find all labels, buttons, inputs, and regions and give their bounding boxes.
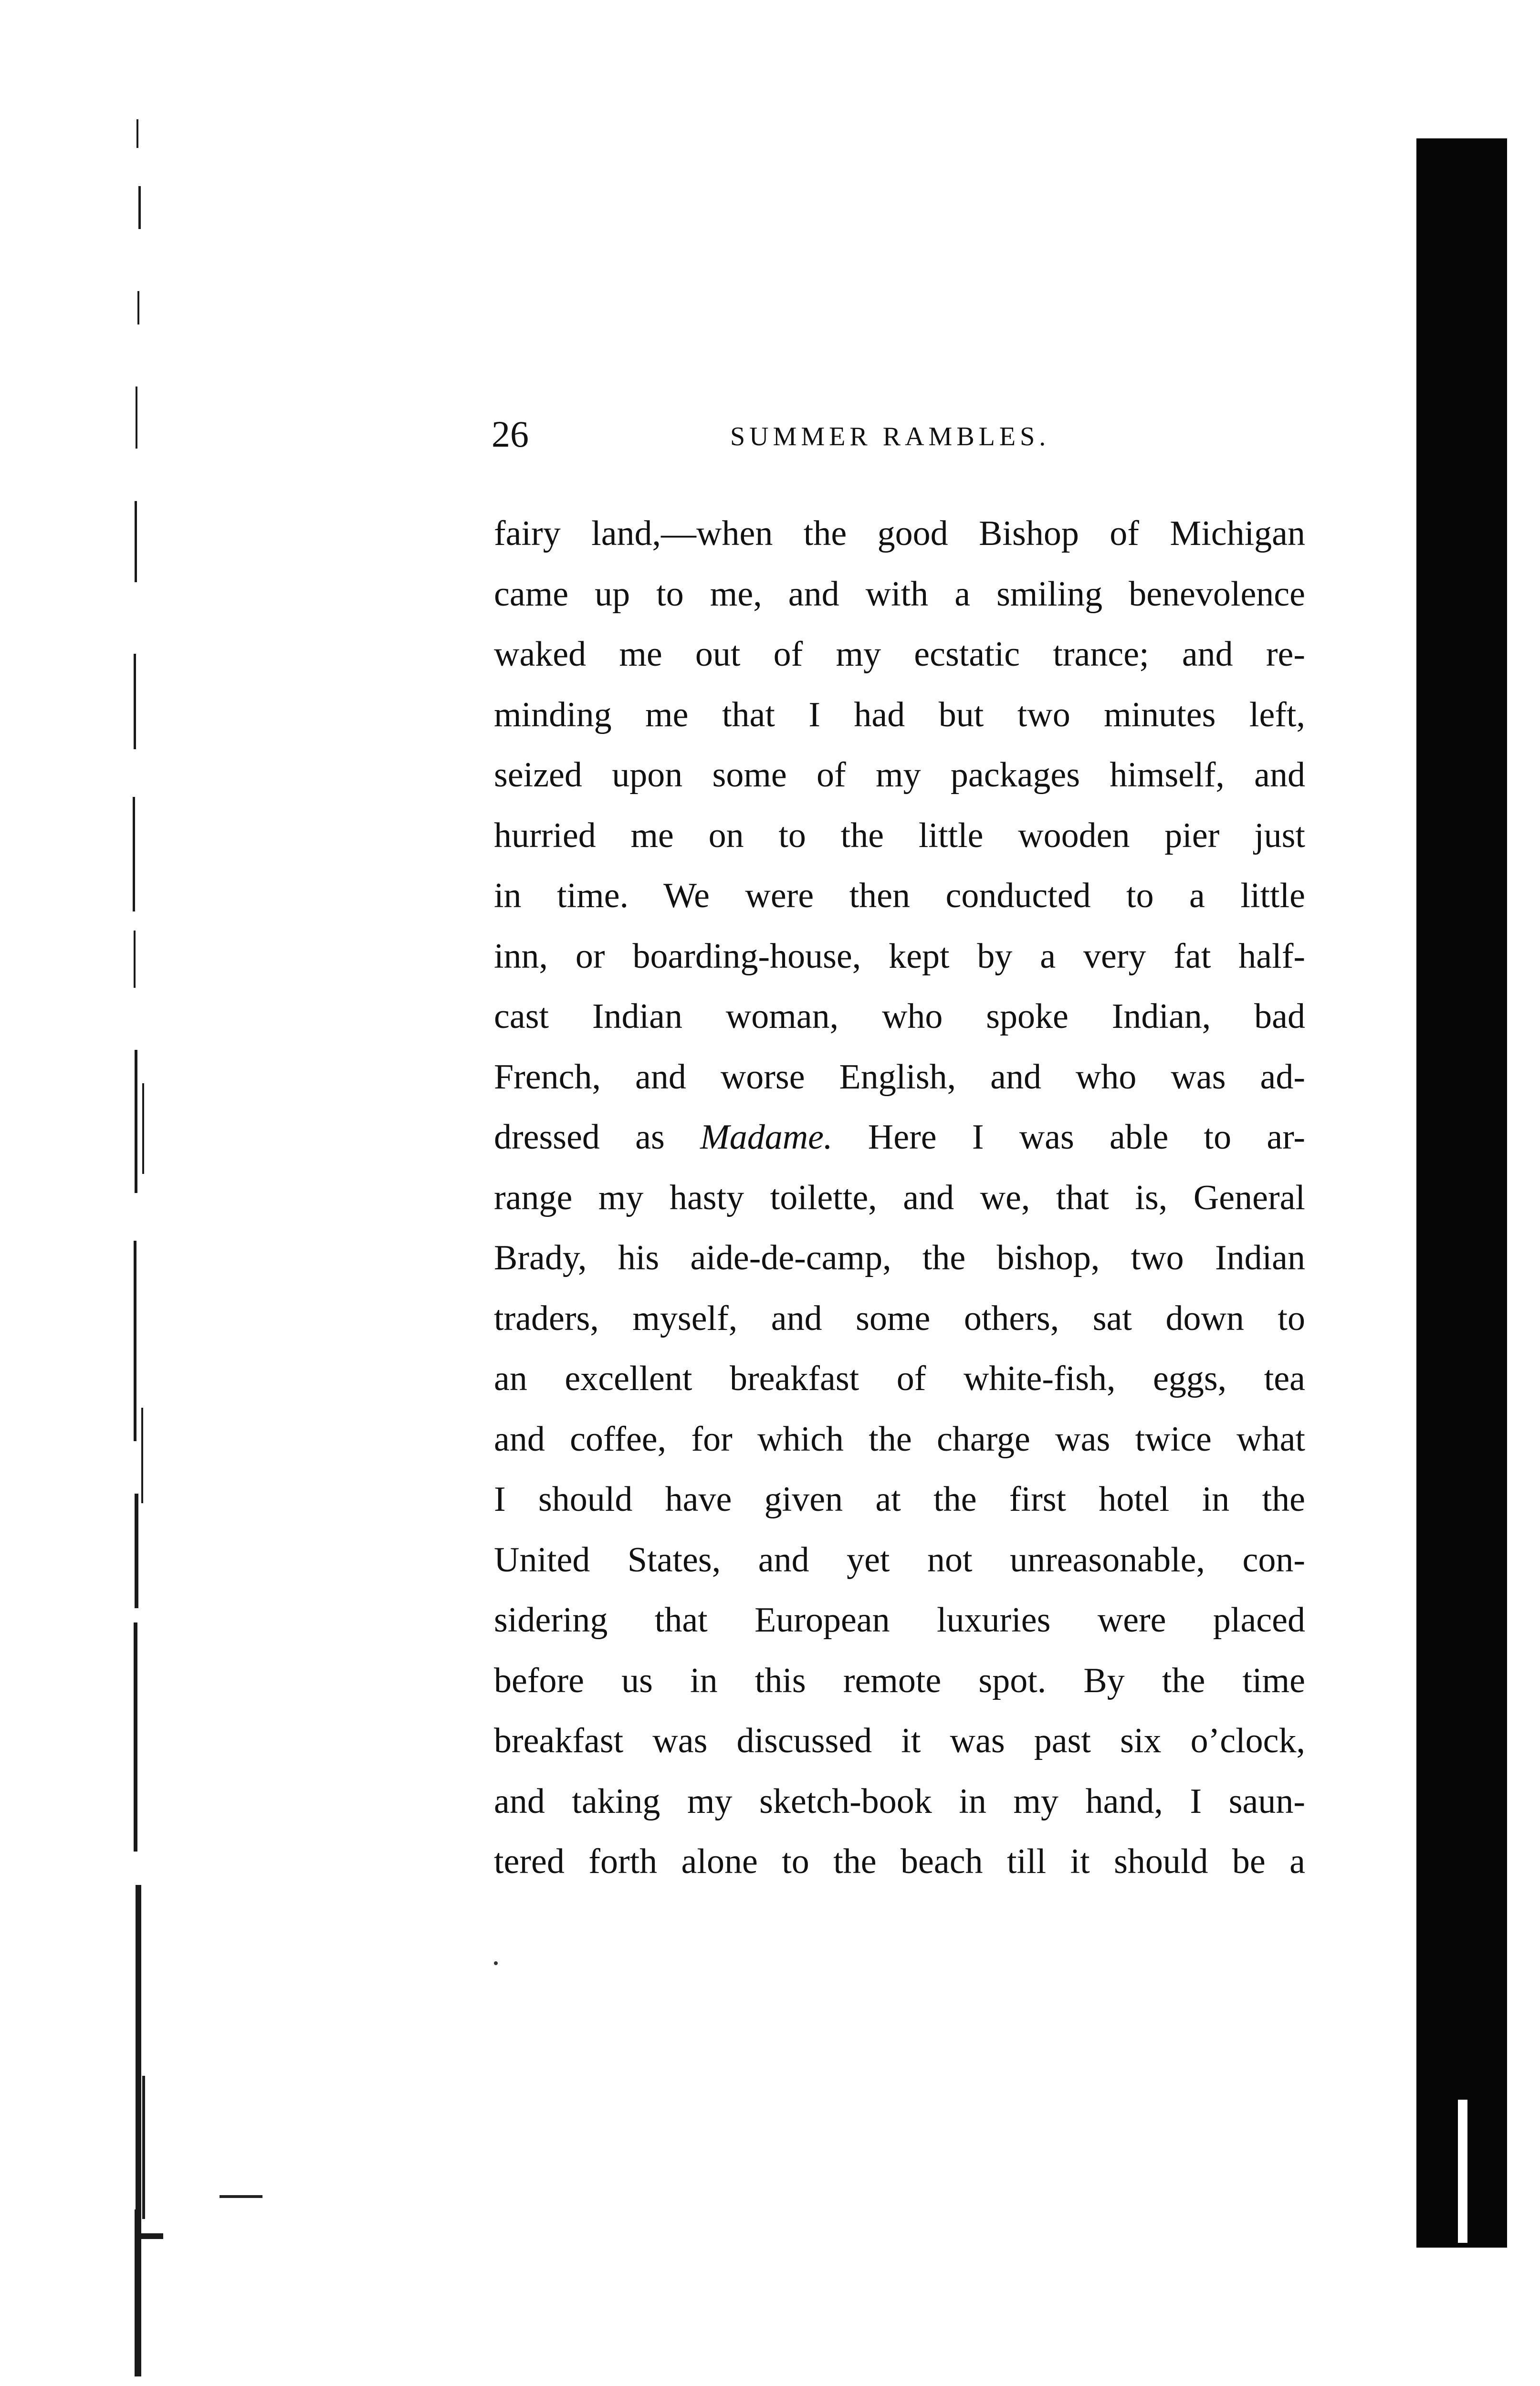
text-line: minding me that I had but two minutes left, xyxy=(494,695,1305,734)
text-line: traders, myself, and some others, sat down to xyxy=(494,1298,1305,1338)
binding-edge xyxy=(128,119,180,2243)
text-line: I should have given at the first hotel in the xyxy=(494,1480,1305,1519)
text-line: cast Indian woman, who spoke Indian, bad xyxy=(494,997,1305,1036)
text-line: fairy land,—when the good Bishop of Michigan xyxy=(494,514,1305,553)
text-line: hurried me on to the little wooden pier just xyxy=(494,816,1305,855)
running-head: SUMMER RAMBLES. xyxy=(730,422,1050,451)
text-line: tered forth alone to the beach till it should be a xyxy=(494,1842,1305,1881)
body-text xyxy=(494,503,1305,1892)
text-line: sidering that European luxuries were placed xyxy=(494,1601,1305,1640)
scan-edge-bar xyxy=(1416,138,1507,2248)
scan-speck xyxy=(494,1961,498,1965)
text-line: United States, and yet not unreasonable, con- xyxy=(494,1540,1305,1580)
text-line: and coffee, for which the charge was twice what xyxy=(494,1419,1305,1459)
scan-edge-notch xyxy=(1458,2100,1467,2243)
text-line: inn, or boarding-house, kept by a very fat half- xyxy=(494,936,1305,976)
text-line-with-italic xyxy=(494,1107,1305,1168)
text-line: seized upon some of my packages himself, and xyxy=(494,755,1305,795)
page-number: 26 xyxy=(492,413,529,455)
text-line: Brady, his aide-de-camp, the bishop, two Indian xyxy=(494,1238,1305,1277)
text-segment: Here I was able to ar- xyxy=(868,1118,1306,1157)
italic-word: Madame. xyxy=(700,1118,833,1157)
text-line: breakfast was discussed it was past six o’clock, xyxy=(494,1721,1305,1760)
text-line: came up to me, and with a smiling benevolence xyxy=(494,574,1305,614)
text-line: an excellent breakfast of white-fish, eggs, tea xyxy=(494,1359,1305,1398)
text-line: and taking my sketch-book in my hand, I saun- xyxy=(494,1781,1305,1821)
text-line: waked me out of my ecstatic trance; and re- xyxy=(494,635,1305,674)
text-line: before us in this remote spot. By the time xyxy=(494,1661,1305,1700)
page-header xyxy=(492,408,1312,465)
text-line: in time. We were then conducted to a little xyxy=(494,876,1305,915)
text-line: French, and worse English, and who was ad- xyxy=(494,1057,1305,1097)
text-segment: dressed as xyxy=(494,1118,665,1157)
text-line: range my hasty toilette, and we, that is, General xyxy=(494,1178,1305,1217)
